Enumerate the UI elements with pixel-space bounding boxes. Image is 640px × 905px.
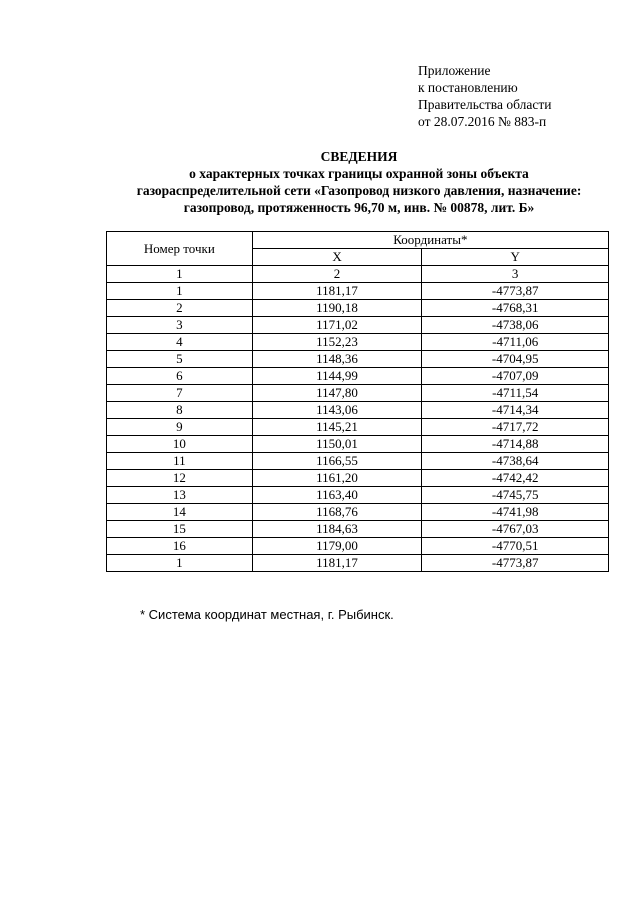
column-number: 1: [107, 266, 253, 283]
header-coordinates: Координаты*: [252, 232, 608, 249]
y-cell: -4711,54: [422, 385, 609, 402]
y-cell: -4714,88: [422, 436, 609, 453]
table-row: [107, 538, 609, 555]
point-number-cell: 12: [107, 470, 253, 487]
point-number-cell: 4: [107, 334, 253, 351]
appendix-block: [418, 62, 551, 130]
x-cell: 1161,20: [252, 470, 422, 487]
y-cell: -4738,06: [422, 317, 609, 334]
point-number-cell: 14: [107, 504, 253, 521]
y-cell: -4742,42: [422, 470, 609, 487]
x-cell: 1148,36: [252, 351, 422, 368]
y-cell: -4773,87: [422, 555, 609, 572]
y-cell: -4717,72: [422, 419, 609, 436]
y-cell: -4768,31: [422, 300, 609, 317]
table-body: [107, 283, 609, 572]
x-cell: 1181,17: [252, 283, 422, 300]
table-row: [107, 283, 609, 300]
y-cell: -4745,75: [422, 487, 609, 504]
point-number-cell: 7: [107, 385, 253, 402]
point-number-cell: 13: [107, 487, 253, 504]
footnote: * Система координат местная, г. Рыбинск.: [140, 607, 394, 622]
y-cell: -4714,34: [422, 402, 609, 419]
point-number-cell: 5: [107, 351, 253, 368]
appendix-line: к постановлению: [418, 80, 518, 95]
x-cell: 1143,06: [252, 402, 422, 419]
y-cell: -4707,09: [422, 368, 609, 385]
point-number-cell: 6: [107, 368, 253, 385]
title-line: газопровод, протяженность 96,70 м, инв. № 00878, лит. Б»: [183, 200, 535, 215]
table-row: [107, 521, 609, 538]
point-number-cell: 10: [107, 436, 253, 453]
column-number: 2: [252, 266, 422, 283]
table-row: [107, 368, 609, 385]
table-row: [107, 402, 609, 419]
table-row: [107, 351, 609, 368]
x-cell: 1184,63: [252, 521, 422, 538]
x-cell: 1150,01: [252, 436, 422, 453]
appendix-line: Правительства области: [418, 97, 552, 112]
x-cell: 1144,99: [252, 368, 422, 385]
x-cell: 1166,55: [252, 453, 422, 470]
x-cell: 1181,17: [252, 555, 422, 572]
table-row: [107, 385, 609, 402]
column-number-row: [107, 266, 609, 283]
y-cell: -4738,64: [422, 453, 609, 470]
point-number-cell: 1: [107, 555, 253, 572]
x-cell: 1147,80: [252, 385, 422, 402]
x-cell: 1145,21: [252, 419, 422, 436]
header-y: Y: [422, 249, 609, 266]
title-heading: СВЕДЕНИЯ: [320, 149, 398, 164]
y-cell: -4773,87: [422, 283, 609, 300]
point-number-cell: 11: [107, 453, 253, 470]
table-row: [107, 470, 609, 487]
table-row: [107, 300, 609, 317]
table-row: [107, 334, 609, 351]
y-cell: -4704,95: [422, 351, 609, 368]
point-number-cell: 16: [107, 538, 253, 555]
point-number-cell: 9: [107, 419, 253, 436]
x-cell: 1179,00: [252, 538, 422, 555]
table-row: [107, 419, 609, 436]
table-row: [107, 555, 609, 572]
point-number-cell: 2: [107, 300, 253, 317]
y-cell: -4711,06: [422, 334, 609, 351]
point-number-cell: 15: [107, 521, 253, 538]
x-cell: 1190,18: [252, 300, 422, 317]
title-line: газораспределительной сети «Газопровод низкого давления, назначение:: [136, 183, 582, 198]
table-row: [107, 504, 609, 521]
table-row: [107, 453, 609, 470]
point-number-cell: 3: [107, 317, 253, 334]
table-row: [107, 487, 609, 504]
appendix-line: Приложение: [418, 63, 491, 78]
y-cell: -4741,98: [422, 504, 609, 521]
point-number-cell: 8: [107, 402, 253, 419]
coordinates-table: [106, 231, 609, 572]
x-cell: 1152,23: [252, 334, 422, 351]
point-number-cell: 1: [107, 283, 253, 300]
appendix-line: от 28.07.2016 № 883-п: [418, 114, 547, 129]
x-cell: 1163,40: [252, 487, 422, 504]
table-header-row: [107, 232, 609, 249]
table-row: [107, 436, 609, 453]
title-line: о характерных точках границы охранной зоны объекта: [189, 166, 529, 181]
table-row: [107, 317, 609, 334]
header-point-number: Номер точки: [107, 232, 253, 266]
x-cell: 1171,02: [252, 317, 422, 334]
y-cell: -4767,03: [422, 521, 609, 538]
x-cell: 1168,76: [252, 504, 422, 521]
column-number: 3: [422, 266, 609, 283]
header-x: X: [252, 249, 422, 266]
document-title: [100, 148, 618, 216]
y-cell: -4770,51: [422, 538, 609, 555]
